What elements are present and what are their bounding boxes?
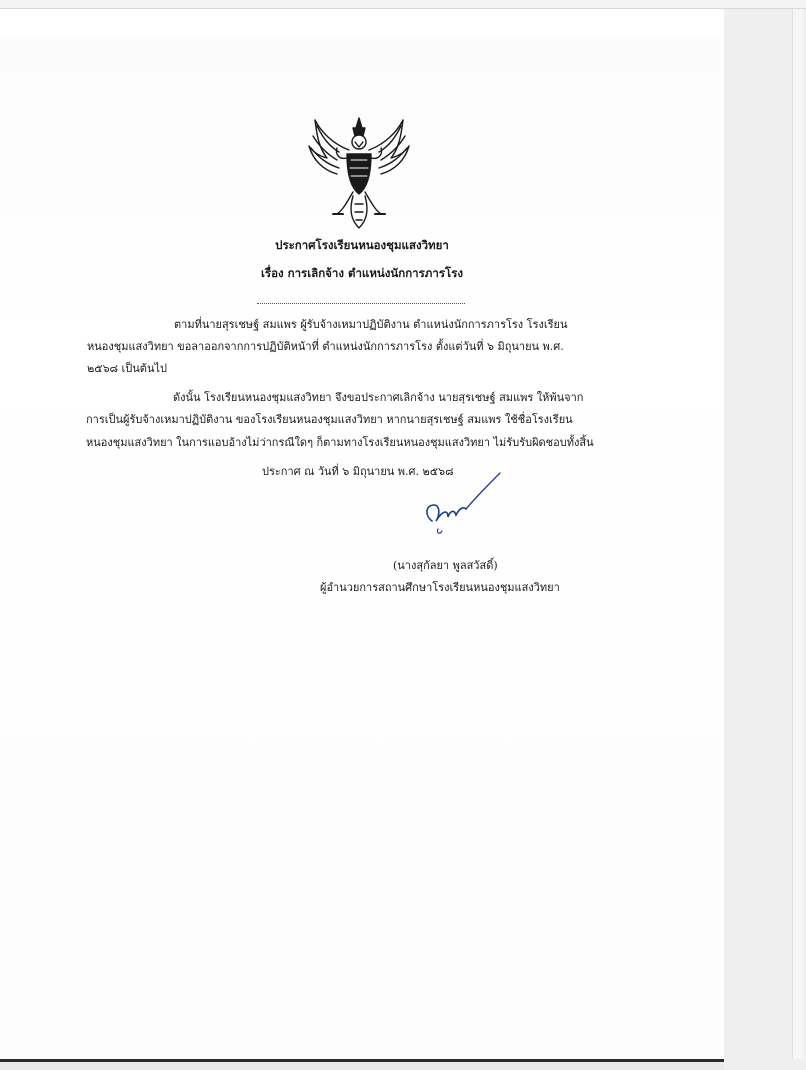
paragraph-2-line-3: หนองชุมแสงวิทยา ในการแอบอ้างไม่ว่ากรณีใดๆ ก็ตามทางโรงเรียนหนองชุมแสงวิทยา ไม่รับรับผิดชอบทั้งสิ้น [86, 436, 594, 449]
announce-date: ประกาศ ณ วันที่ ๖ มิถุนายน พ.ศ. ๒๕๖๘ [262, 465, 454, 478]
paragraph-2-line-1: ดังนั้น โรงเรียนหนองชุมแสงวิทยา จึงขอประกาศเลิกจ้าง นายสุรเชษฐ์ สมแพร ให้พ้นจาก [173, 391, 584, 404]
garuda-emblem-icon [303, 114, 415, 232]
vertical-scrollbar[interactable] [792, 9, 803, 1059]
document-title: ประกาศโรงเรียนหนองชุมแสงวิทยา [275, 238, 449, 252]
document-page [0, 9, 724, 1061]
document-subject: เรื่อง การเลิกจ้าง ตำแหน่งนักการภารโรง [261, 266, 463, 280]
page-bottom-edge [0, 1059, 724, 1062]
signer-title: ผู้อำนวยการสถานศึกษาโรงเรียนหนองชุมแสงวิทยา [320, 581, 560, 594]
signature-icon [418, 467, 508, 547]
paragraph-2-line-2: การเป็นผู้รับจ้างเหมาปฏิบัติงาน ของโรงเรียนหนองชุมแสงวิทยา หากนายสุรเชษฐ์ สมแพร ใช้ชื่อโรงเรียน [86, 413, 573, 426]
title-divider [257, 303, 465, 304]
signer-name: (นางสุกัลยา พูลสวัสดิ์) [393, 559, 498, 572]
paragraph-1-line-3: ๒๕๖๘ เป็นต้นไป [87, 362, 167, 375]
paragraph-1-line-1: ตามที่นายสุรเชษฐ์ สมแพร ผู้รับจ้างเหมาปฏิบัติงาน ตำแหน่งนักการภารโรง โรงเรียน [174, 318, 568, 331]
viewer-top-strip [0, 0, 806, 9]
paragraph-1-line-2: หนองชุมแสงวิทยา ขอลาออกจากการปฏิบัติหน้าที่ ตำแหน่งนักการภารโรง ตั้งแต่วันที่ ๖ มิถุนายน พ.ศ. [87, 340, 564, 353]
